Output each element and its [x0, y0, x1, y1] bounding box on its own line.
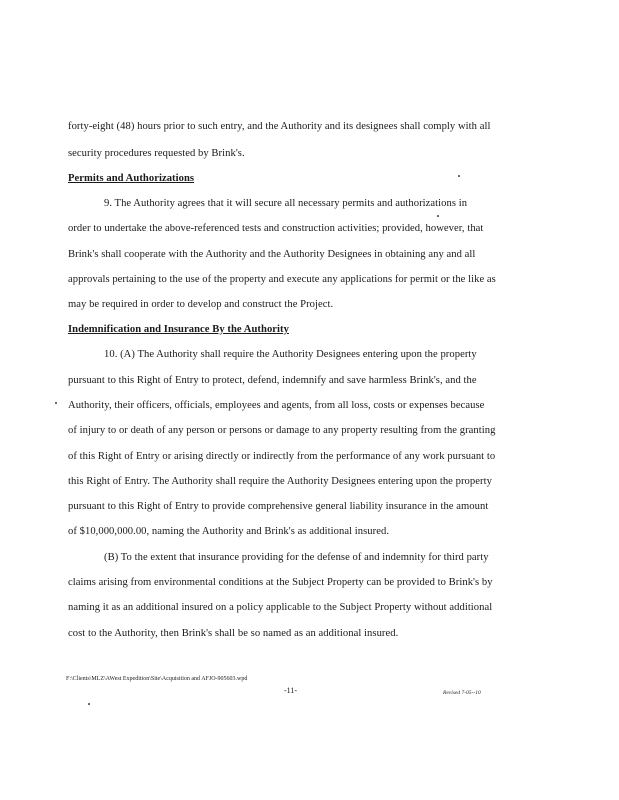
body-line: order to undertake the above-referenced tests and construction activities; provided, however, that: [68, 223, 484, 234]
page-number: -11-: [284, 686, 298, 695]
body-line: of $10,000,000.00, naming the Authority and Brink's as additional insured.: [68, 526, 390, 537]
body-line: may be required in order to develop and construct the Project.: [68, 299, 334, 310]
body-line: claims arising from environmental conditions at the Subject Property can be provided to Brink's by: [68, 577, 493, 588]
revision-note: Revised 7-05--10: [443, 690, 481, 696]
body-line: Authority, their officers, officials, employees and agents, from all loss, costs or expenses because: [68, 400, 485, 411]
body-line: approvals pertaining to the use of the property and execute any applications for permit or the like as: [68, 274, 496, 285]
section-heading-indemnification: Indemnification and Insurance By the Authority: [68, 324, 289, 335]
body-line: of this Right of Entry or arising directly or indirectly from the performance of any work pursuant to: [68, 451, 496, 462]
body-line: 10. (A) The Authority shall require the Authority Designees entering upon the property: [104, 349, 477, 360]
body-line: pursuant to this Right of Entry to protect, defend, indemnify and save harmless Brink's, and the: [68, 375, 477, 386]
section-heading-permits: Permits and Authorizations: [68, 173, 195, 184]
body-line: this Right of Entry. The Authority shall require the Authority Designees entering upon the property: [68, 476, 492, 487]
scan-speck: [458, 175, 460, 177]
body-line: security procedures requested by Brink's.: [68, 148, 245, 159]
scan-speck: [55, 402, 57, 404]
scan-speck: [437, 215, 439, 217]
footer-file-path: F:\Clients\MLZ\AWest Expedition\Site\Acquisition and AFJO-905603.wpd: [66, 676, 248, 682]
body-line: of injury to or death of any person or persons or damage to any property resulting from the granting: [68, 425, 496, 436]
body-line: pursuant to this Right of Entry to provide comprehensive general liability insurance in the amount: [68, 501, 489, 512]
body-line: Brink's shall cooperate with the Authority and the Authority Designees in obtaining any and all: [68, 249, 476, 260]
body-line: 9. The Authority agrees that it will secure all necessary permits and authorizations in: [104, 198, 468, 209]
scan-speck: [88, 703, 90, 705]
body-line: (B) To the extent that insurance providing for the defense of and indemnity for third party: [104, 552, 489, 563]
body-line: forty-eight (48) hours prior to such entry, and the Authority and its designees shall comply with all: [68, 121, 491, 132]
body-line: naming it as an additional insured on a policy applicable to the Subject Property without additional: [68, 602, 493, 613]
body-line: cost to the Authority, then Brink's shall be so named as an additional insured.: [68, 628, 399, 639]
